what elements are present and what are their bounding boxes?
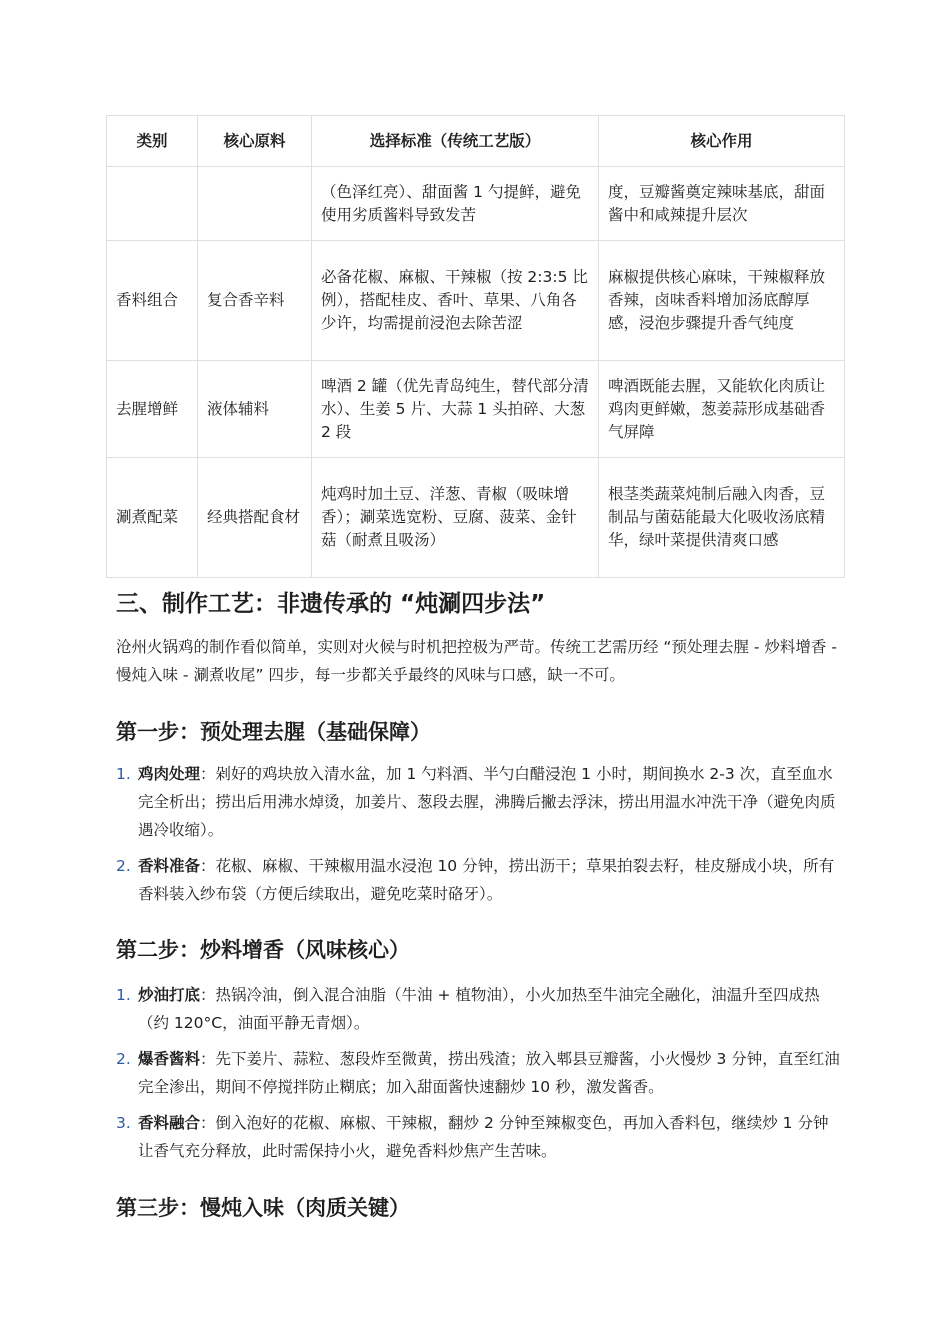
item-text: ：热锅冷油，倒入混合油脂（牛油 + 植物油），小火加热至牛油完全融化，油温升至四成热（约 120°C，油面平静无青烟）。 — [138, 986, 820, 1032]
table-row — [107, 241, 845, 361]
cell-ingredient: 液体辅料 — [198, 361, 312, 458]
item-text: ：倒入泡好的花椒、麻椒、干辣椒，翻炒 2 分钟至辣椒变色，再加入香料包，继续炒 1 分钟让香气充分释放，此时需保持小火，避免香料炒焦产生苦味。 — [138, 1114, 829, 1160]
section-title: 三、制作工艺：非遗传承的 “炖涮四步法” — [116, 591, 546, 617]
cell-standard: 炖鸡时加土豆、洋葱、青椒（吸味增香）；涮菜选宽粉、豆腐、菠菜、金针菇（耐煮且吸汤） — [312, 458, 599, 578]
list-number: 1. — [116, 765, 131, 783]
step-3-title: 第三步：慢炖入味（肉质关键） — [116, 1196, 410, 1220]
item-label: 香料融合 — [138, 1114, 201, 1132]
table-row — [107, 458, 845, 578]
list-item — [116, 981, 840, 1037]
cell-ingredient: 复合香辛料 — [198, 241, 312, 361]
cell-standard: （色泽红亮）、甜面酱 1 勺提鲜，避免使用劣质酱料导致发苦 — [312, 167, 599, 241]
table-header-row — [107, 116, 845, 167]
cell-standard: 必备花椒、麻椒、干辣椒（按 2:3:5 比例），搭配桂皮、香叶、草果、八角各少许，均需提前浸泡去除苦涩 — [312, 241, 599, 361]
cell-ingredient: 经典搭配食材 — [198, 458, 312, 578]
item-label: 香料准备 — [138, 857, 201, 875]
cell-effect: 根茎类蔬菜炖制后融入肉香，豆制品与菌菇能最大化吸收汤底精华，绿叶菜提供清爽口感 — [599, 458, 845, 578]
cell-category: 去腥增鲜 — [107, 361, 198, 458]
item-text: ：花椒、麻椒、干辣椒用温水浸泡 10 分钟，捞出沥干；草果拍裂去籽，桂皮掰成小块，所有香料装入纱布袋（方便后续取出，避免吃菜时硌牙）。 — [138, 857, 835, 903]
section-intro: 沧州火锅鸡的制作看似简单，实则对火候与时机把控极为严苛。传统工艺需历经 “预处理去腥 - 炒料增香 - 慢炖入味 - 涮煮收尾” 四步，每一步都关乎最终的风味与口感，缺一不可。 — [116, 638, 837, 684]
table-row — [107, 167, 845, 241]
list-number: 1. — [116, 986, 131, 1004]
column-header-effect: 核心作用 — [599, 116, 845, 167]
cell-category — [107, 167, 198, 241]
item-label: 鸡肉处理 — [138, 765, 201, 783]
column-header-category: 类别 — [107, 116, 198, 167]
list-number: 2. — [116, 857, 131, 875]
list-number: 2. — [116, 1050, 131, 1068]
item-label: 爆香酱料 — [138, 1050, 201, 1068]
cell-ingredient — [198, 167, 312, 241]
column-header-ingredient: 核心原料 — [198, 116, 312, 167]
column-header-standard: 选择标准（传统工艺版） — [312, 116, 599, 167]
cell-category: 涮煮配菜 — [107, 458, 198, 578]
ingredients-table — [106, 115, 845, 578]
item-text: ：先下姜片、蒜粒、葱段炸至微黄，捞出残渣；放入郫县豆瓣酱，小火慢炒 3 分钟，直至红油完全渗出，期间不停搅拌防止糊底；加入甜面酱快速翻炒 10 秒，激发酱香。 — [138, 1050, 840, 1096]
cell-standard: 啤酒 2 罐（优先青岛纯生，替代部分清水）、生姜 5 片、大蒜 1 头拍碎、大葱 2 段 — [312, 361, 599, 458]
cell-effect: 度，豆瓣酱奠定辣味基底，甜面酱中和咸辣提升层次 — [599, 167, 845, 241]
list-item — [116, 760, 840, 844]
list-number: 3. — [116, 1114, 131, 1132]
cell-effect: 啤酒既能去腥，又能软化肉质让鸡肉更鲜嫩，葱姜蒜形成基础香气屏障 — [599, 361, 845, 458]
item-label: 炒油打底 — [138, 986, 201, 1004]
item-text: ：剁好的鸡块放入清水盆，加 1 勺料酒、半勺白醋浸泡 1 小时，期间换水 2-3 次，直至血水完全析出；捞出后用沸水焯烫，加姜片、葱段去腥，沸腾后撇去浮沫，捞出用温水冲洗干净（避免肉质遇冷收缩）。 — [138, 765, 836, 839]
table-row — [107, 361, 845, 458]
list-item — [116, 852, 840, 908]
list-item — [116, 1045, 840, 1101]
cell-category: 香料组合 — [107, 241, 198, 361]
step-1-list — [116, 760, 840, 916]
list-item — [116, 1109, 840, 1165]
step-1-title: 第一步：预处理去腥（基础保障） — [116, 720, 431, 744]
step-2-list — [116, 981, 840, 1173]
cell-effect: 麻椒提供核心麻味，干辣椒释放香辣，卤味香料增加汤底醇厚感，浸泡步骤提升香气纯度 — [599, 241, 845, 361]
step-2-title: 第二步：炒料增香（风味核心） — [116, 938, 410, 962]
